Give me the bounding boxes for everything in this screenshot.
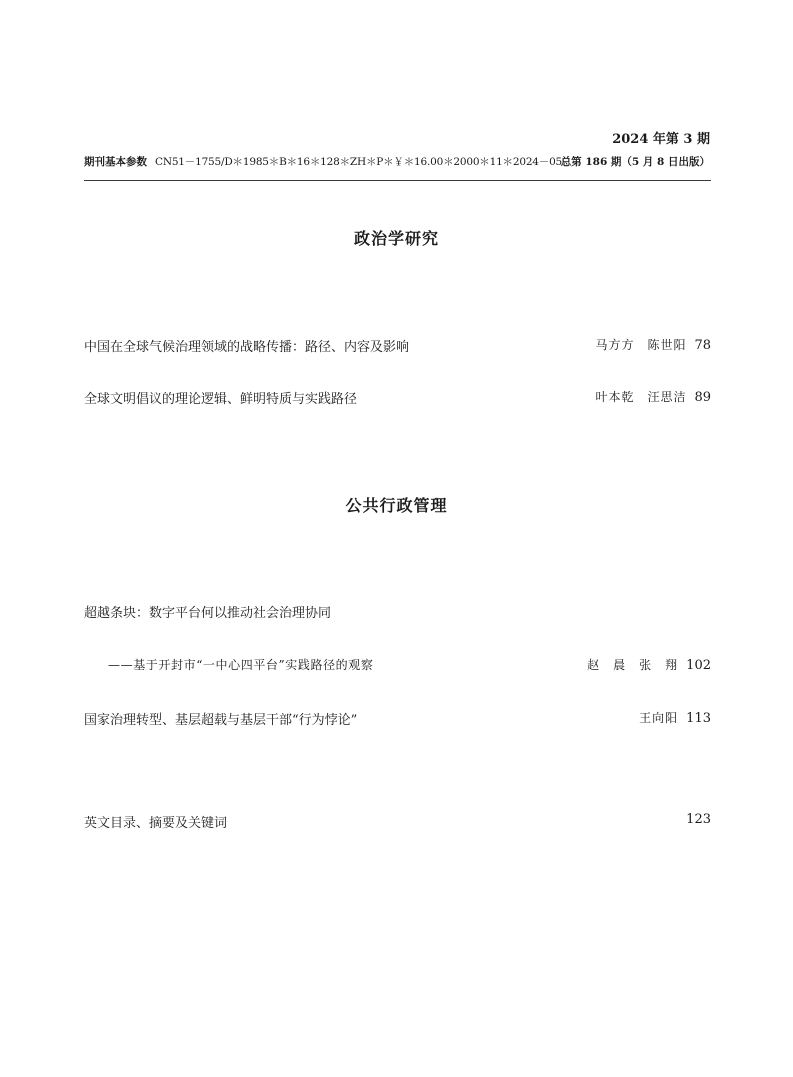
toc-entry-appendix[interactable]	[84, 812, 711, 832]
issue-number: 2024 年第 3 期	[612, 132, 710, 147]
journal-parameters-label: 期刊基本参数	[84, 156, 147, 168]
toc-entry[interactable]	[84, 602, 711, 622]
toc-entry[interactable]	[84, 709, 711, 729]
toc-entry-title: 全球文明倡议的理论逻辑、鲜明特质与实践路径	[84, 392, 358, 407]
toc-entry-title: 国家治理转型、基层超载与基层干部“行为悖论”	[84, 713, 358, 728]
section-title-public-administration: 公共行政管理	[345, 496, 448, 515]
header-divider	[84, 180, 711, 181]
toc-entry-page: 113	[686, 711, 711, 726]
toc-entry-authors: 叶本乾 汪思洁	[595, 390, 687, 404]
journal-parameters-row	[84, 154, 710, 172]
toc-entry-title: 超越条块：数字平台何以推动社会治理协同	[84, 606, 332, 621]
toc-entry-subtitle: ——基于开封市“一中心四平台”实践路径的观察	[108, 658, 374, 672]
toc-entry-title: 英文目录、摘要及关键词	[84, 816, 228, 831]
toc-entry-page: 78	[694, 338, 711, 353]
toc-entry-authors: 王向阳	[639, 711, 679, 725]
toc-entry[interactable]	[84, 336, 711, 356]
toc-entry-page: 102	[686, 658, 711, 673]
toc-entry[interactable]	[84, 388, 711, 408]
toc-entry-authors: 马方方 陈世阳	[595, 338, 687, 352]
toc-entry-authors: 赵 晨 张 翔	[587, 658, 679, 672]
toc-entry-page: 123	[686, 812, 711, 827]
section-title-political-science: 政治学研究	[353, 229, 439, 248]
journal-parameters-value: CN51－1755/D＊1985＊B＊16＊128＊ZH＊P＊￥＊16.00＊2000＊11＊2024－05	[155, 156, 563, 168]
toc-entry-title: 中国在全球气候治理领域的战略传播：路径、内容及影响	[84, 340, 410, 355]
toc-entry-subtitle-row[interactable]	[84, 656, 711, 676]
total-issue-number: 总第 186 期（5 月 8 日出版）	[560, 156, 710, 168]
toc-entry-page: 89	[694, 390, 711, 405]
